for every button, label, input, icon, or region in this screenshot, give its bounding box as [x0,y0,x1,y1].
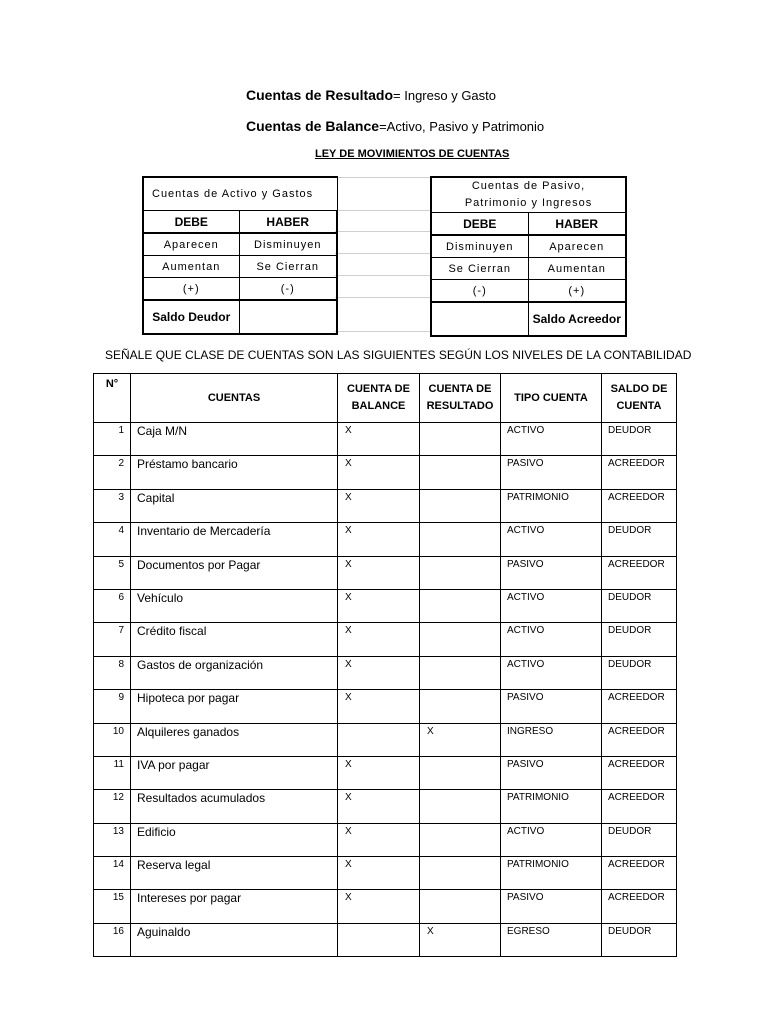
row-balance-side: DEUDOR [602,923,677,956]
row-account-type: PASIVO [501,890,602,923]
law-right-cell: Disminuyen [431,235,528,258]
row-balance-mark: X [338,589,420,622]
accounts-table [93,373,677,957]
row-balance-mark [338,923,420,956]
row-result-mark [420,690,501,723]
row-balance-mark: X [338,690,420,723]
row-account-type: PASIVO [501,756,602,789]
row-balance-side: ACREEDOR [602,690,677,723]
table-row [94,656,677,689]
row-balance-mark [338,723,420,756]
row-balance-mark: X [338,857,420,890]
row-number: 3 [94,489,131,522]
header-saldo [602,374,677,423]
law-right-title-line2: Patrimonio y Ingresos [464,197,593,209]
row-result-mark [420,556,501,589]
row-account-name: Préstamo bancario [131,456,338,489]
row-account-name: Documentos por Pagar [131,556,338,589]
row-balance-mark: X [338,790,420,823]
law-left-cell: Se Cierran [239,256,337,278]
row-account-type: ACTIVO [501,423,602,456]
row-balance-mark: X [338,890,420,923]
row-account-type: PATRIMONIO [501,790,602,823]
law-title: LEY DE MOVIMIENTOS DE CUENTAS [315,148,510,160]
table-row [94,690,677,723]
question-text: SEÑALE QUE CLASE DE CUENTAS SON LAS SIGUIENTES SEGÚN LOS NIVELES DE LA CONTABILIDAD [105,348,692,362]
law-right-cell: Se Cierran [431,258,528,280]
row-number: 9 [94,690,131,723]
law-left-cell: (+) [143,278,239,301]
row-number: 13 [94,823,131,856]
table-row [94,923,677,956]
header-balance [338,374,420,423]
row-balance-side: ACREEDOR [602,723,677,756]
law-right-saldo-empty [431,302,528,336]
row-account-type: ACTIVO [501,823,602,856]
law-left-haber: HABER [239,211,337,234]
header-saldo-line1: SALDO DE [610,383,668,395]
row-account-type: PASIVO [501,556,602,589]
row-balance-side: DEUDOR [602,523,677,556]
row-number: 2 [94,456,131,489]
row-result-mark [420,756,501,789]
row-result-mark [420,623,501,656]
row-balance-side: ACREEDOR [602,890,677,923]
row-account-type: ACTIVO [501,623,602,656]
header-resultado-line2: RESULTADO [426,400,494,412]
row-account-name: Hipoteca por pagar [131,690,338,723]
gap-gridline [335,297,431,298]
balance-accounts-line [246,118,544,134]
row-account-name: Inventario de Mercadería [131,523,338,556]
row-account-type: PASIVO [501,690,602,723]
balance-accounts-label: Cuentas de Balance [246,118,380,134]
row-result-mark [420,823,501,856]
law-left-cell: Disminuyen [239,233,337,256]
row-number: 16 [94,923,131,956]
row-balance-mark: X [338,456,420,489]
table-row [94,823,677,856]
table-row [94,790,677,823]
table-row [94,556,677,589]
row-account-name: Caja M/N [131,423,338,456]
row-result-mark [420,523,501,556]
result-accounts-line [246,87,496,103]
law-left-cell: (-) [239,278,337,301]
row-balance-mark: X [338,556,420,589]
row-account-name: Crédito fiscal [131,623,338,656]
row-balance-mark: X [338,423,420,456]
header-saldo-line2: CUENTA [616,400,662,412]
row-result-mark [420,423,501,456]
row-account-name: Capital [131,489,338,522]
law-right-haber: HABER [528,213,626,236]
gap-gridline [335,331,431,332]
row-number: 7 [94,623,131,656]
table-row [94,890,677,923]
law-right-cell: (-) [431,280,528,303]
row-balance-side: DEUDOR [602,589,677,622]
header-resultado-line1: CUENTA DE [428,383,492,395]
table-row [94,523,677,556]
gap-gridline [335,177,431,178]
row-balance-side: ACREEDOR [602,790,677,823]
row-account-type: INGRESO [501,723,602,756]
row-balance-mark: X [338,523,420,556]
gap-gridline [335,210,431,211]
row-account-name: Reserva legal [131,857,338,890]
row-balance-mark: X [338,656,420,689]
row-result-mark [420,857,501,890]
law-left-title: Cuentas de Activo y Gastos [143,177,337,211]
row-balance-side: DEUDOR [602,423,677,456]
row-number: 12 [94,790,131,823]
row-balance-side: DEUDOR [602,623,677,656]
header-cuentas: CUENTAS [131,374,338,423]
header-balance-line2: BALANCE [351,400,406,412]
row-balance-side: ACREEDOR [602,857,677,890]
row-balance-side: ACREEDOR [602,489,677,522]
header-num: N° [94,374,131,423]
row-balance-mark: X [338,489,420,522]
row-number: 5 [94,556,131,589]
row-account-name: Aguinaldo [131,923,338,956]
table-header-row [94,374,677,423]
result-accounts-label: Cuentas de Resultado [246,87,394,103]
row-number: 11 [94,756,131,789]
row-result-mark [420,456,501,489]
law-right-cell: Aumentan [528,258,626,280]
table-row [94,857,677,890]
row-number: 10 [94,723,131,756]
row-balance-side: ACREEDOR [602,456,677,489]
row-number: 1 [94,423,131,456]
row-account-type: ACTIVO [501,656,602,689]
header-balance-line1: CUENTA DE [347,383,410,395]
law-right-title [431,177,626,213]
row-account-name: IVA por pagar [131,756,338,789]
table-row [94,723,677,756]
row-account-name: Alquileres ganados [131,723,338,756]
row-result-mark: X [420,723,501,756]
gap-gridline [335,275,431,276]
row-balance-side: ACREEDOR [602,756,677,789]
law-left-saldo: Saldo Deudor [143,300,239,334]
law-right-cell: (+) [528,280,626,303]
row-number: 8 [94,656,131,689]
law-right-cell: Aparecen [528,235,626,258]
table-row [94,589,677,622]
row-account-name: Resultados acumulados [131,790,338,823]
table-row [94,756,677,789]
row-balance-mark: X [338,823,420,856]
law-left-cell: Aumentan [143,256,239,278]
row-balance-side: DEUDOR [602,823,677,856]
law-right-saldo: Saldo Acreedor [528,302,626,336]
row-account-type: PATRIMONIO [501,857,602,890]
row-account-type: ACTIVO [501,523,602,556]
row-number: 4 [94,523,131,556]
row-result-mark [420,790,501,823]
row-result-mark [420,489,501,522]
header-tipo: TIPO CUENTA [501,374,602,423]
table-row [94,623,677,656]
law-right-title-line1: Cuentas de Pasivo, [471,180,586,192]
law-table-assets-expenses [142,176,338,335]
balance-accounts-definition: =Activo, Pasivo y Patrimonio [379,119,545,134]
row-balance-side: ACREEDOR [602,556,677,589]
row-account-name: Edificio [131,823,338,856]
row-balance-mark: X [338,623,420,656]
row-account-type: EGRESO [501,923,602,956]
header-resultado [420,374,501,423]
row-number: 15 [94,890,131,923]
law-right-debe: DEBE [431,213,528,236]
law-left-saldo-empty [239,300,337,334]
gap-gridline [335,253,431,254]
row-balance-side: DEUDOR [602,656,677,689]
row-result-mark [420,589,501,622]
row-result-mark [420,890,501,923]
row-account-name: Vehículo [131,589,338,622]
law-left-cell: Aparecen [143,233,239,256]
table-row [94,456,677,489]
law-table-liabilities-equity-income [430,176,627,337]
row-account-name: Gastos de organización [131,656,338,689]
row-result-mark [420,656,501,689]
result-accounts-definition: = Ingreso y Gasto [393,88,497,103]
row-result-mark: X [420,923,501,956]
row-account-name: Intereses por pagar [131,890,338,923]
row-account-type: PASIVO [501,456,602,489]
row-balance-mark: X [338,756,420,789]
gap-gridline [335,231,431,232]
law-left-debe: DEBE [143,211,239,234]
table-row [94,489,677,522]
row-account-type: PATRIMONIO [501,489,602,522]
table-row [94,423,677,456]
row-number: 6 [94,589,131,622]
row-account-type: ACTIVO [501,589,602,622]
row-number: 14 [94,857,131,890]
